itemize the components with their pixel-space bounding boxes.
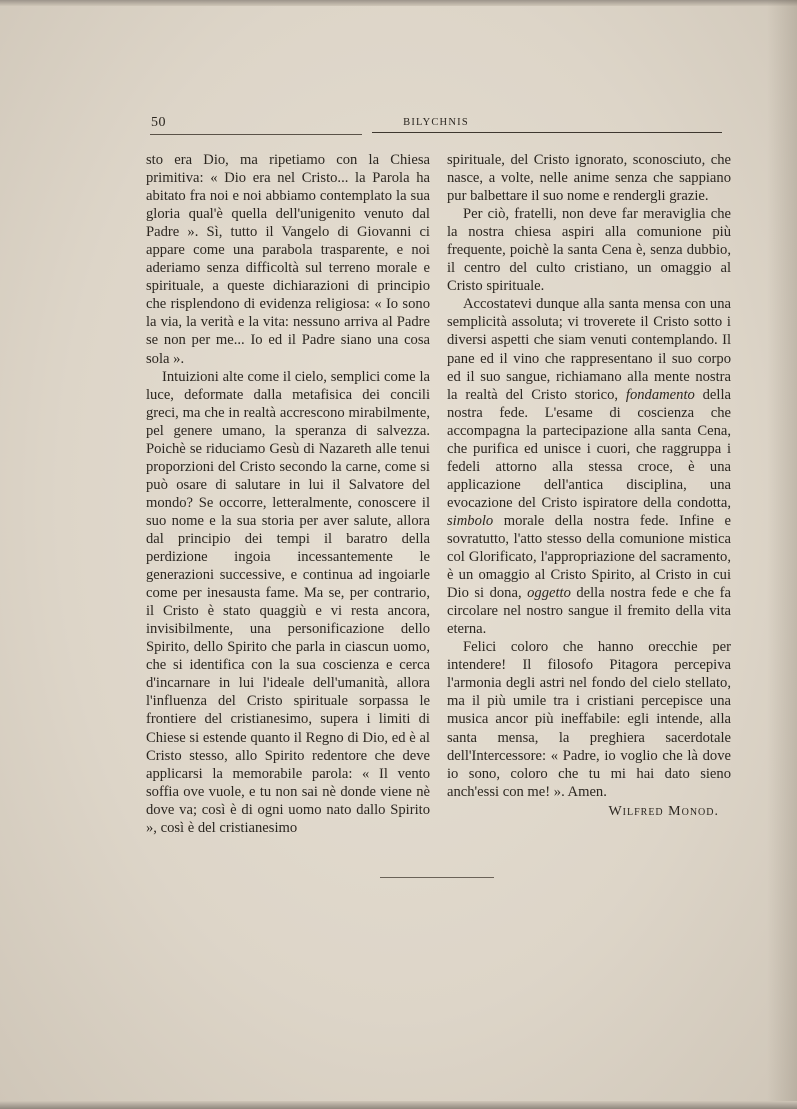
paragraph-text: morale della nostra fede. Infine e sovratutto, l'atto stesso della comunione mistica col Glorificato, l'appropriazione del sacramento, è un omaggio al Cristo Spirito, al Cristo in cui Dio si dona,	[447, 512, 731, 602]
author-signature: Wilfred Monod.	[608, 803, 719, 819]
running-header	[150, 112, 722, 136]
paragraph	[447, 295, 731, 638]
paragraph: Per ciò, fratelli, non deve far meraviglia che la nostra chiesa aspiri alla comunione più frequente, poichè la santa Cena è, senza dubbio, il centro del culto cristiano, un omaggio al Cristo spirituale.	[447, 206, 731, 295]
page-top-edge	[0, 0, 797, 6]
paragraph: sto era Dio, ma ripetiamo con la Chiesa primitiva: « Dio era nel Cristo... la Parola ha abitato fra noi e noi abbiamo contemplato la sua gloria qual'è quella dell'unigenito venuto dal Padre ». Sì, tutto il Vangelo di Giovanni ci appare come una parabola trasparente, e noi aderiamo senza difficoltà sul terreno morale e spirituale, a queste dichiarazioni di principio che risplendono di evidenza religiosa: « Io sono la via, la verità e la vita: nessuno arriva al Padre se non per me... Io ed il Padre siano una cosa sola ».	[146, 152, 430, 367]
running-title: BILYCHNIS	[403, 117, 469, 128]
end-rule	[380, 877, 494, 878]
page-right-shadow	[767, 0, 797, 1109]
emphasis-simbolo: simbolo	[447, 512, 494, 529]
paragraph-text: della nostra fede. L'esame di coscienza che accompagna la partecipazione alla santa Cena, che purifica ed unisce i cuori, che raggruppa i fedeli attorno alla stessa croce, è una applicazione dell'antica disciplina, una evocazione del Cristo ispiratore della condotta,	[447, 386, 731, 511]
left-column	[146, 151, 430, 837]
header-rule-right	[372, 132, 722, 133]
paragraph: Intuizioni alte come il cielo, semplici come la luce, deformate dalla metafisica dei concili greci, ma che in realtà accrescono mirabilmente, pel genere umano, la speranza di salvezza. Poichè se riduciamo Gesù di Nazareth alle tenui proporzioni del Cristo secondo la carne, come si può osare di salutare in lui il Salvatore del mondo? Se occorre, letteralmente, conoscere il suo nome e la sua storia per aver salute, allora dal principio dei tempi il baratro della perdizione ingoia incessantemente le generazioni successive, e continua ad ingoiarle come per inesausta fame. Ma se, per contrario, il Cristo è stato quaggiù e vi resta ancora, invisibilmente, una personificazione dello Spirito, dello Spirito che parla in ciascun uomo, che si identifica con la sua coscienza e cerca d'incarnare in lui l'ideale dell'umanità, allora l'influenza del Cristo spirituale sorpassa le frontiere del cristianesimo, supera i limiti di Chiese si estende quanto il Regno di Dio, ed è al Cristo stesso, allo Spirito redentore che deve applicarsi la memorabile parola: « Il vento soffia ove vuole, e tu non sai nè donde viene nè dove va; così è di ogni uomo nato dallo Spirito », così è del cristianesimo	[146, 368, 430, 836]
page-number: 50	[151, 115, 166, 130]
emphasis-oggetto: oggetto	[527, 585, 571, 602]
paragraph-text: della nostra fede e che fa circolare nel nostro sangue il fremito della vita eterna.	[447, 585, 731, 638]
paragraph: spirituale, del Cristo ignorato, sconosciuto, che nasce, a volte, nelle anime senza che sappiano pur balbettare il suo nome e rendergli grazie.	[447, 152, 731, 205]
right-column	[447, 151, 731, 821]
paragraph-text: Accostatevi dunque alla santa mensa con una semplicità assoluta; vi troverete il Cristo sotto i diversi aspetti che siam venuti contemplando. Il pane ed il vino che rappresentano il suo corpo ed il suo sangue, richiamano alla mente nostra la realtà del Cristo storico,	[447, 296, 731, 403]
header-rule-left	[150, 134, 362, 135]
page-bottom-edge	[0, 1101, 797, 1109]
paragraph: Felici coloro che hanno orecchie per intendere! Il filosofo Pitagora percepiva l'armonia degli astri nel fondo del cielo stellato, ma il più umile tra i cristiani percepisce una musica ancor più ineffabile: egli intende, alla santa mensa, la preghiera sacerdotale dell'Intercessore: « Padre, io voglio che là dove io sono, coloro che tu mi hai dato sieno anch'essi con me! ». Amen.	[447, 639, 731, 800]
emphasis-fondamento: fondamento	[625, 386, 695, 403]
